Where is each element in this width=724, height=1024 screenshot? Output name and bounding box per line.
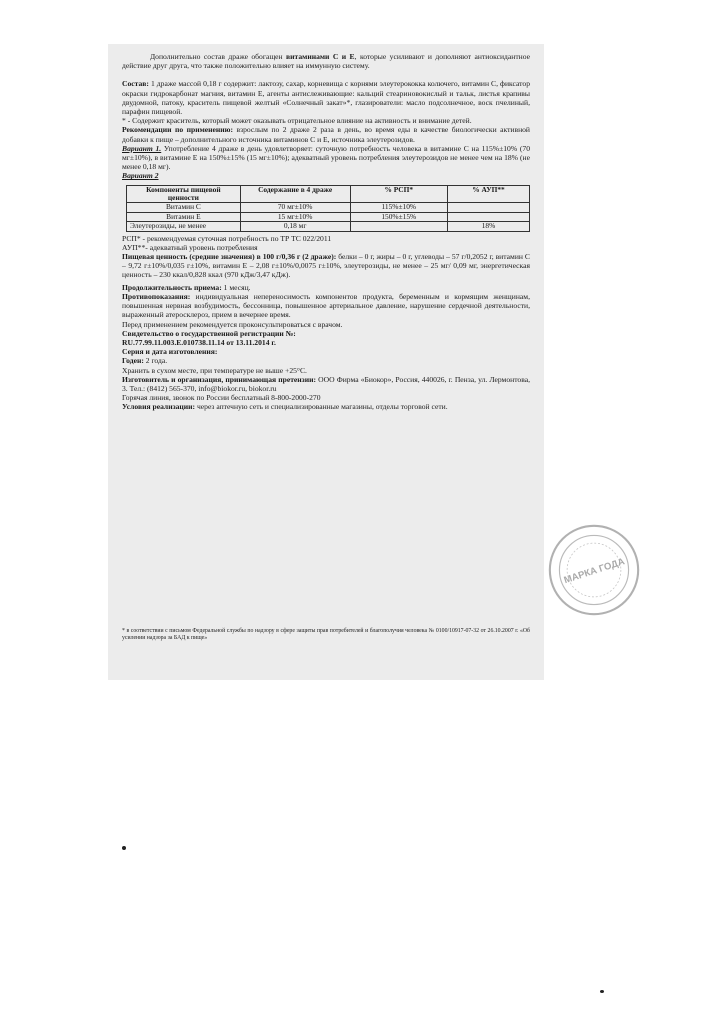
sales-label: Условия реализации: [122,402,196,412]
colorant-note: * - Содержит краситель, который может оказывать отрицательное влияние на активность и внимание детей. [122,116,472,126]
document-page [108,44,627,680]
table-cell [350,222,448,231]
recommendations-label: Рекомендации по применению: [122,125,233,135]
stamp-text: МАРКА ГОДА [562,556,627,587]
variant1-paragraph [122,144,530,172]
contraindications-paragraph [122,292,530,320]
shelf-life-paragraph [122,356,530,365]
hotline-text: Горячая линия, звонок по России бесплатный 8-800-2000-270 [122,393,321,403]
intro-paragraph [122,52,530,70]
table-cell: 70 мг±10% [240,203,350,212]
variant1-text: Употребление 4 драже в день удовлетворяет: суточную потребность человека в витамине С на 115%±10% (70 мг±10%), в витамине Е на 150%±15% (15 мг±10%); адекватный уровень потребления элеутерозидов не менее чем на 18% (не менее 0,18 мг). [122,143,530,172]
registration-number: RU.77.99.11.003.E.010738.11.14 от 13.11.2014 г. [122,337,276,347]
nutrition-text: белки – 0 г, жиры – 0 г, углеводы – 57 г/0,2052 г, витамин С – 9,72 г±10%/0,035 г±10%, витамин Е – 2,08 г±10%/0,0075 г±10%, элеутерозиды, не менее – 25 мг/ 0,09 мг, энергетическая ценность – 230 ккал/0,828 ккал (970 кДж/3,47 кДж). [122,252,530,280]
nutrition-paragraph [122,252,530,280]
contraindications-label: Противопоказания: [122,291,191,301]
table-header: % РСП* [350,185,448,203]
intro-vitamins: витаминами С и Е [286,52,355,61]
table-cell: Витамин С [127,203,241,212]
sales-paragraph [122,402,530,411]
manufacturer-paragraph [122,375,530,393]
table-cell [448,203,530,212]
consult-note: Перед применением рекомендуется проконсультироваться с врачом. [122,319,343,329]
table-cell: 150%±15% [350,212,448,221]
table-cell: 115%±10% [350,203,448,212]
variant2-heading [122,171,530,180]
table-row [127,222,530,231]
scan-speck [122,846,126,850]
recommendations-paragraph [122,125,530,143]
aup-definition: АУП**- адекватный уровень потребления [122,242,258,252]
table-row [127,203,530,212]
table-header: % АУП** [448,185,530,203]
table-cell: 0,18 мг [240,222,350,231]
composition-label: Состав: [122,79,149,89]
table-header: Компоненты пищевой ценности [127,185,241,203]
nutrition-label: Пищевая ценность (средние значения) в 100 г/0,36 г (2 драже): [122,252,337,262]
variant1-label: Вариант 1. [122,143,162,153]
manufacturer-text: ООО Фирма «Биокор», Россия, 440026, г. Пенза, ул. Лермонтова, 3. Тел.: (8412) 565-370, info@biokor.ru, biokor.ru [122,374,530,393]
scan-speck [600,990,604,993]
batch-label: Серия и дата изготовления: [122,347,218,357]
rsp-definition: РСП* - рекомендуемая суточная потребность по ТР ТС 022/2011 [122,233,332,243]
round-stamp-icon [546,522,642,618]
shelf-life-text: 2 года. [143,356,168,366]
recommendations-text: взрослым по 2 драже 2 раза в день, во время еды в качестве биологически активной добавки к пище – дополнительного источника витаминов С и Е, источника элеутерозидов. [122,125,530,144]
table-header-row [127,185,530,203]
nutrition-table [126,185,530,232]
intro-text-end: , которые усиливают и дополняют антиоксидантное действие друг друга, что также положительно влияет на иммунную систему. [122,52,530,71]
table-cell: Витамин Е [127,212,241,221]
storage-text: Хранить в сухом месте, при температуре не выше +25°С. [122,365,307,375]
composition-text: 1 драже массой 0,18 г содержит: лактозу, сахар, корневища с корнями элеутерококка колючего, витамин С, фиксатор окраски гидрокарбонат магния, витамин Е, агенты антислеживающие: кальций стеариновокислый и тальк, листья крапивы двудомной, патоку, краситель пищевой желтый «Солнечный закат»*, глазирователи: масло подсолнечное, воск пчелиный, парафин пищевой. [122,79,530,117]
table-cell: Элеутерозиды, не менее [127,222,241,231]
intro-text: Дополнительно состав драже обогащен [150,52,287,61]
manufacturer-label: Изготовитель и организация, принимающая претензии: [122,374,317,384]
contraindications-text: индивидуальная непереносимость компонентов продукта, беременным и кормящим женщинам, повышенная нервная возбудимость, бессонница, повышенное артериальное давление, нарушение сердечной деятельности, выраженный атеросклероз, прием в вечернее время. [122,291,530,320]
footnote: * в соответствии с письмом Федеральной службы по надзору в сфере защиты прав потребителей и благополучия человека № 0100/10917-07-32 от 26.10.2007 г. «Об усилении надзора за БАД к пище» [122,628,530,642]
sales-text: через аптечную сеть и специализированные магазины, отделы торговой сети. [195,402,448,412]
table-cell: 18% [448,222,530,231]
registration-label: Свидетельство о государственной регистрации №: [122,328,296,338]
shelf-life-label: Годен: [122,356,144,366]
duration-paragraph [122,283,530,292]
table-cell: 15 мг±10% [240,212,350,221]
variant2-label: Вариант 2 [122,171,159,181]
table-header: Содержание в 4 драже [240,185,350,203]
duration-label: Продолжительность приема: [122,282,222,292]
composition-paragraph [122,79,530,116]
duration-text: 1 месяц. [221,282,251,292]
